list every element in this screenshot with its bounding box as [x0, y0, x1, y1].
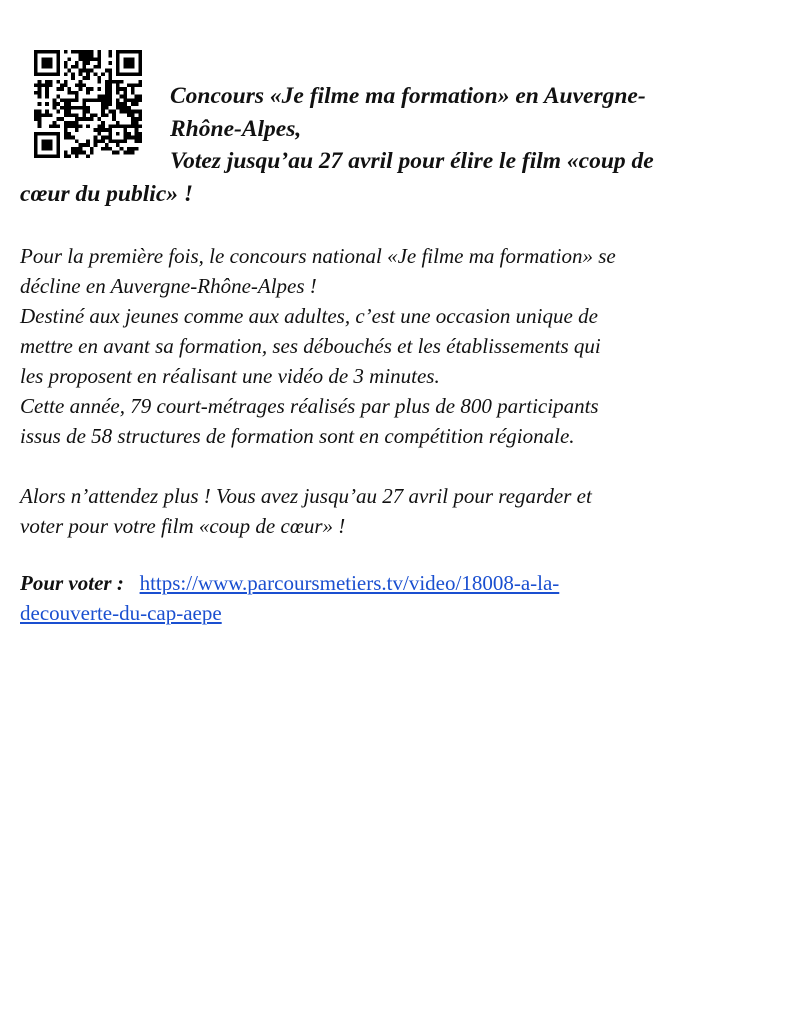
vote-section	[20, 568, 780, 628]
vote-label: Pour voter :	[20, 571, 124, 595]
body-line: mettre en avant sa formation, ses débouchés et les établissements qui	[20, 334, 601, 358]
title-line: Concours «Je filme ma formation» en Auvergne-	[170, 83, 646, 109]
article-body	[20, 241, 780, 541]
title-line: Rhône-Alpes,	[170, 115, 302, 142]
body-line: Pour la première fois, le concours national «Je filme ma formation» se	[20, 244, 616, 268]
article-title	[20, 80, 770, 210]
title-line: cœur du public» !	[20, 180, 194, 207]
body-line: voter pour votre film «coup de cœur» !	[20, 514, 346, 538]
body-line: Alors n’attendez plus ! Vous avez jusqu’au 27 avril pour regarder et	[20, 484, 592, 508]
body-line: les proposent en réalisant une vidéo de 3 minutes.	[20, 364, 440, 388]
body-line: décline en Auvergne-Rhône-Alpes !	[20, 274, 317, 298]
body-line: Cette année, 79 court-métrages réalisés par plus de 800 participants	[20, 394, 599, 418]
vote-link-part-1[interactable]: https://www.parcoursmetiers.tv/video/18008-a-la-	[139, 571, 560, 595]
body-line: issus de 58 structures de formation sont en compétition régionale.	[20, 424, 575, 448]
vote-link-part-2[interactable]: decouverte-du-cap-aepe	[20, 601, 222, 625]
paragraph-gap	[20, 451, 780, 481]
body-line: Destiné aux jeunes comme aux adultes, c’est une occasion unique de	[20, 304, 598, 328]
title-line: Votez jusqu’au 27 avril pour élire le film «coup de	[170, 148, 654, 174]
